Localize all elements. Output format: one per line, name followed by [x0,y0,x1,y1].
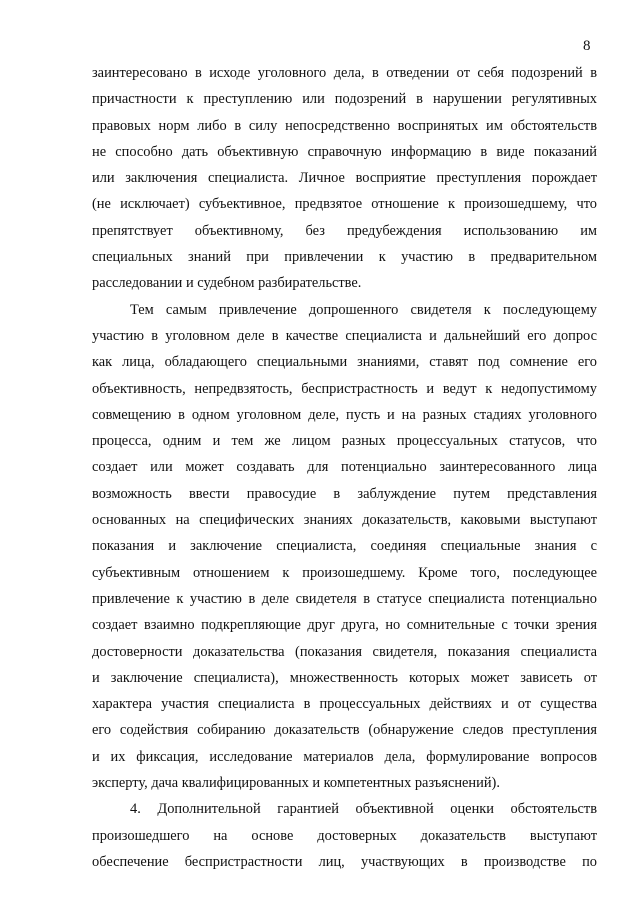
text-line: объективность, непредвзятость, беспристрастность и ведут к недопустимому [92,380,597,397]
text-line: участию в уголовном деле в качестве специалиста и дальнейший его допрос [92,327,597,344]
text-line: и их фиксация, исследование материалов дела, формулирование вопросов [92,748,597,765]
text-line: его содействия собиранию доказательств (обнаружение следов преступления [92,722,597,739]
text-line: как лица, обладающего специальными знаниями, ставят под сомнение его [92,354,597,371]
page-number: 8 [583,38,591,54]
text-line: специальных знаний при привлечении к участию в предварительном [92,249,597,266]
text-line: привлечение к участию в деле свидетеля в статусе специалиста потенциально [92,590,597,607]
text-line: достоверности доказательства (показания свидетеля, показания специалиста [92,643,597,660]
paragraph [92,60,597,297]
text-line: препятствует объективному, без предубеждения использованию им [92,222,597,239]
text-line: произошедшего на основе достоверных доказательств выступают [92,827,597,844]
text-line: характера участия специалиста в процессуальных действиях и от существа [92,696,597,713]
text-line: Тем самым привлечение допрошенного свидетеля к последующему [130,301,597,318]
text-line: основанных на специфических знаниях доказательств, каковыми выступают [92,512,597,529]
body-text [92,60,597,875]
text-line: расследовании и судебном разбирательстве. [92,275,362,292]
text-line: причастности к преступлению или подозрений в нарушении регулятивных [92,91,597,108]
text-line: не способно дать объективную справочную информацию в виде показаний [92,143,597,160]
text-line: и заключение специалиста), множественность которых может зависеть от [92,669,597,686]
text-line: или заключения специалиста. Личное восприятие преступления порождает [92,170,597,187]
paragraph [92,297,597,797]
text-line: создает или может создавать для потенциально заинтересованного лица [92,459,597,476]
text-line: правовых норм либо в силу непосредственно воспринятых им обстоятельств [92,117,597,134]
text-line: заинтересовано в исходе уголовного дела, в отведении от себя подозрений в [92,65,597,81]
text-line: обеспечение беспристрастности лиц, участвующих в производстве по [92,853,597,870]
text-line: эксперту, дача квалифицированных и компетентных разъяснений). [92,775,500,792]
text-line: субъективным отношением к произошедшему. Кроме того, последующее [92,564,597,581]
text-line: 4. Дополнительной гарантией объективной оценки обстоятельств [130,801,597,818]
text-line: показания и заключение специалиста, соединяя специальные знания с [92,538,597,555]
paragraph [92,796,597,875]
text-line: создает взаимно подкрепляющие друг друга, но сомнительные с точки зрения [92,617,597,634]
text-line: возможность ввести правосудие в заблуждение путем представления [92,485,597,502]
text-line: процесса, одним и тем же лицом разных процессуальных статусов, что [92,433,597,450]
text-line: (не исключает) субъективное, предвзятое отношение к произошедшему, что [92,196,597,213]
text-line: совмещению в одном уголовном деле, пусть и на разных стадиях уголовного [92,406,597,423]
